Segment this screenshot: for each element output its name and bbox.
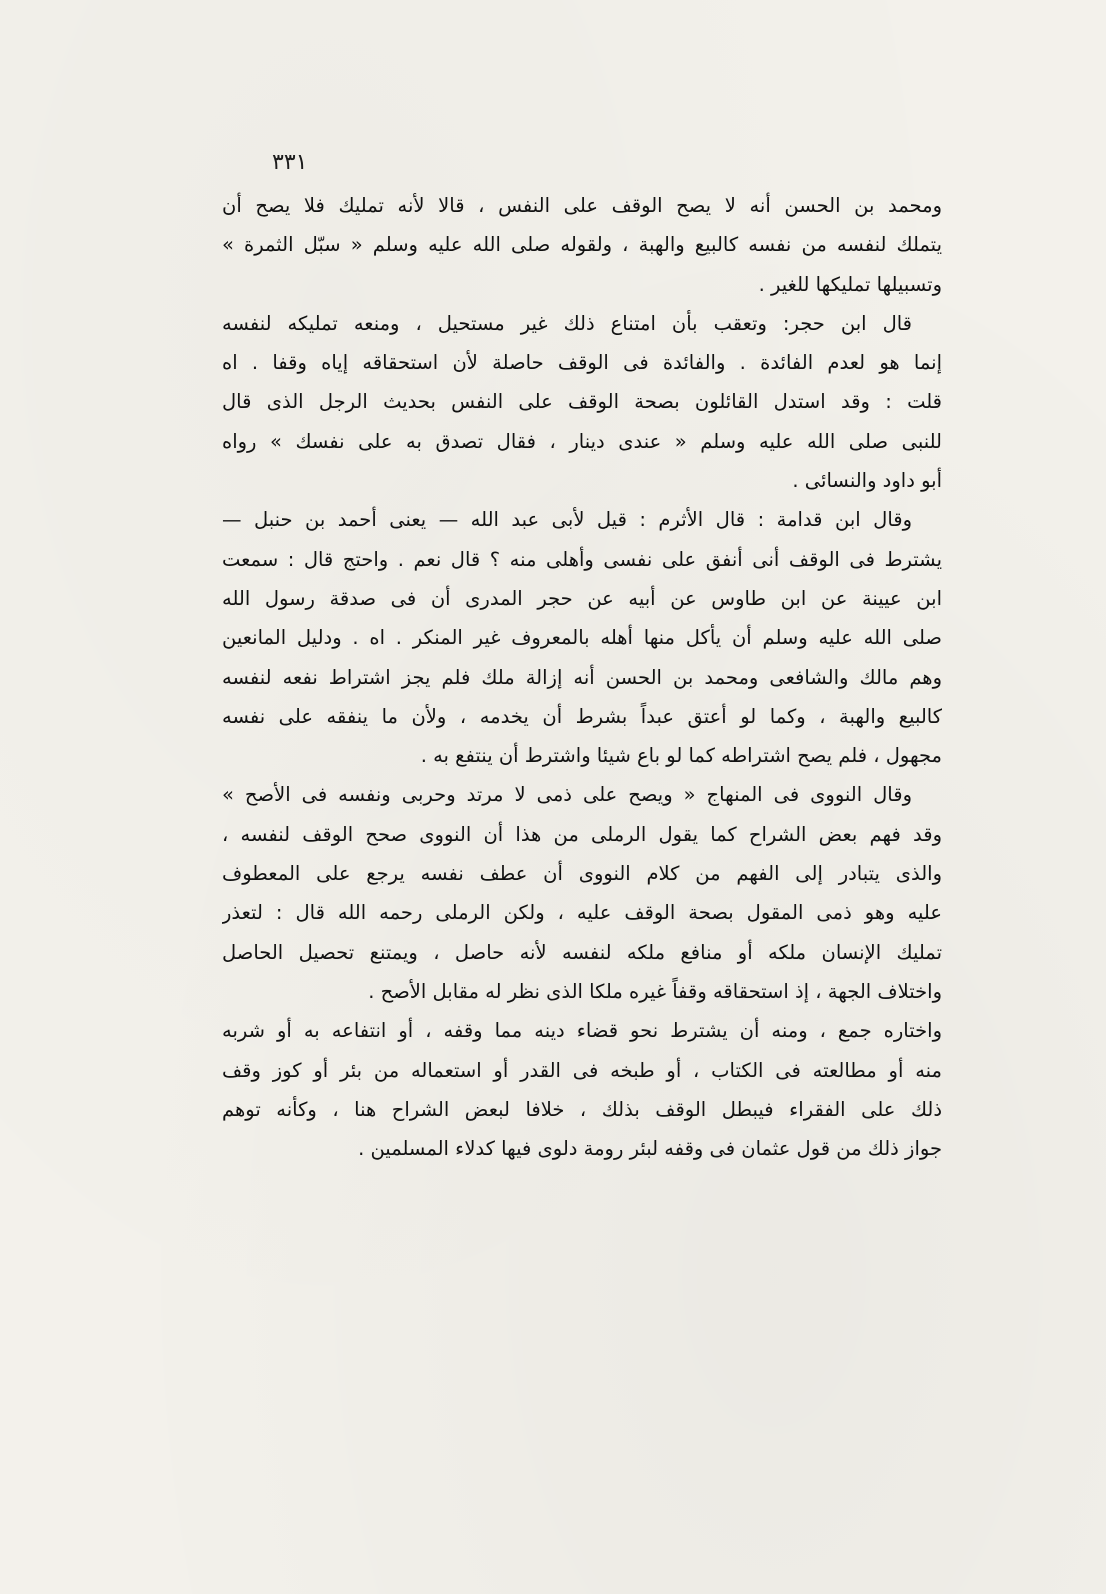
text-line: جواز ذلك من قول عثمان فى وقفه لبئر رومة دلوى فيها كدلاء المسلمين . [358, 1137, 942, 1161]
text-line: ذلك على الفقراء فيبطل الوقف بذلك ، خلافا لبعض الشراح هنا ، وكأنه توهم [222, 1097, 942, 1121]
text-line: وهم مالك والشافعى ومحمد بن الحسن أنه إزالة ملك فلم يجز اشتراط نفعه لنفسه [222, 665, 942, 689]
text-line: كالبيع والهبة ، وكما لو أعتق عبداً بشرط أن يخدمه ، ولأن ما ينفقه على نفسه [222, 704, 942, 728]
text-line: مجهول ، فلم يصح اشتراطه كما لو باع شيئا واشترط أن ينتفع به . [420, 744, 942, 768]
text-line: ابن عيينة عن ابن طاوس عن أبيه عن حجر المدرى أن فى صدقة رسول الله [222, 586, 942, 610]
text-line: ومحمد بن الحسن أنه لا يصح الوقف على النفس ، قالا لأنه تمليك فلا يصح أن [222, 194, 942, 217]
text-line: تمليك الإنسان ملكه أو منافع ملكه لنفسه لأنه حاصل ، ويمتنع تحصيل الحاصل [222, 940, 942, 964]
text-line: واختلاف الجهة ، إذ استحقاقه وقفاً غيره ملكا الذى نظر له مقابل الأصح . [368, 979, 942, 1003]
text-line: إنما هو لعدم الفائدة . والفائدة فى الوقف حاصلة لأن استحقاقه إياه وقفا . اه [222, 351, 942, 375]
body-text [222, 186, 942, 1168]
text-line: صلى الله عليه وسلم أن يأكل منها أهله بالمعروف غير المنكر . اه . ودليل المانعين [222, 626, 942, 650]
text-line: يشترط فى الوقف أنى أنفق على نفسى وأهلى منه ؟ قال نعم . واحتج قال : سمعت [222, 547, 942, 571]
text-line: قلت : وقد استدل القائلون بصحة الوقف على النفس بحديث الرجل الذى قال [222, 390, 942, 414]
text-line: عليه وهو ذمى المقول بصحة الوقف عليه ، ولكن الرملى رحمه الله قال : لتعذر [222, 901, 942, 925]
page-number: ٣٣١ [272, 150, 308, 175]
text-line: للنبى صلى الله عليه وسلم « عندى دينار ، فقال تصدق به على نفسك » رواه [222, 429, 942, 453]
text-line: والذى يتبادر إلى الفهم من كلام النووى أن عطف نفسه يرجع على المعطوف [222, 862, 942, 886]
text-line: يتملك لنفسه من نفسه كالبيع والهبة ، ولقوله صلى الله عليه وسلم « سبّل الثمرة » [222, 233, 942, 257]
text-line: وقال النووى فى المنهاج « ويصح على ذمى لا مرتد وحربى ونفسه فى الأصح » [222, 783, 912, 807]
text-line: منه أو مطالعته فى الكتاب ، أو طبخه فى القدر أو استعماله من بئر أو كوز وقف [222, 1058, 942, 1082]
text-line: وقد فهم بعض الشراح كما يقول الرملى من هذا أن النووى صحح الوقف لنفسه ، [222, 822, 942, 846]
text-line: وقال ابن قدامة : قال الأثرم : قيل لأبى عبد الله — يعنى أحمد بن حنبل — [222, 508, 912, 532]
text-line: واختاره جمع ، ومنه أن يشترط نحو قضاء دينه مما وقفه ، أو انتفاعه به أو شربه [222, 1019, 942, 1043]
text-line: قال ابن حجر: وتعقب بأن امتناع ذلك غير مستحيل ، ومنعه تمليكه لنفسه [222, 311, 912, 335]
text-line: أبو داود والنسائى . [792, 469, 942, 493]
text-line: وتسبيلها تمليكها للغير . [758, 272, 942, 296]
